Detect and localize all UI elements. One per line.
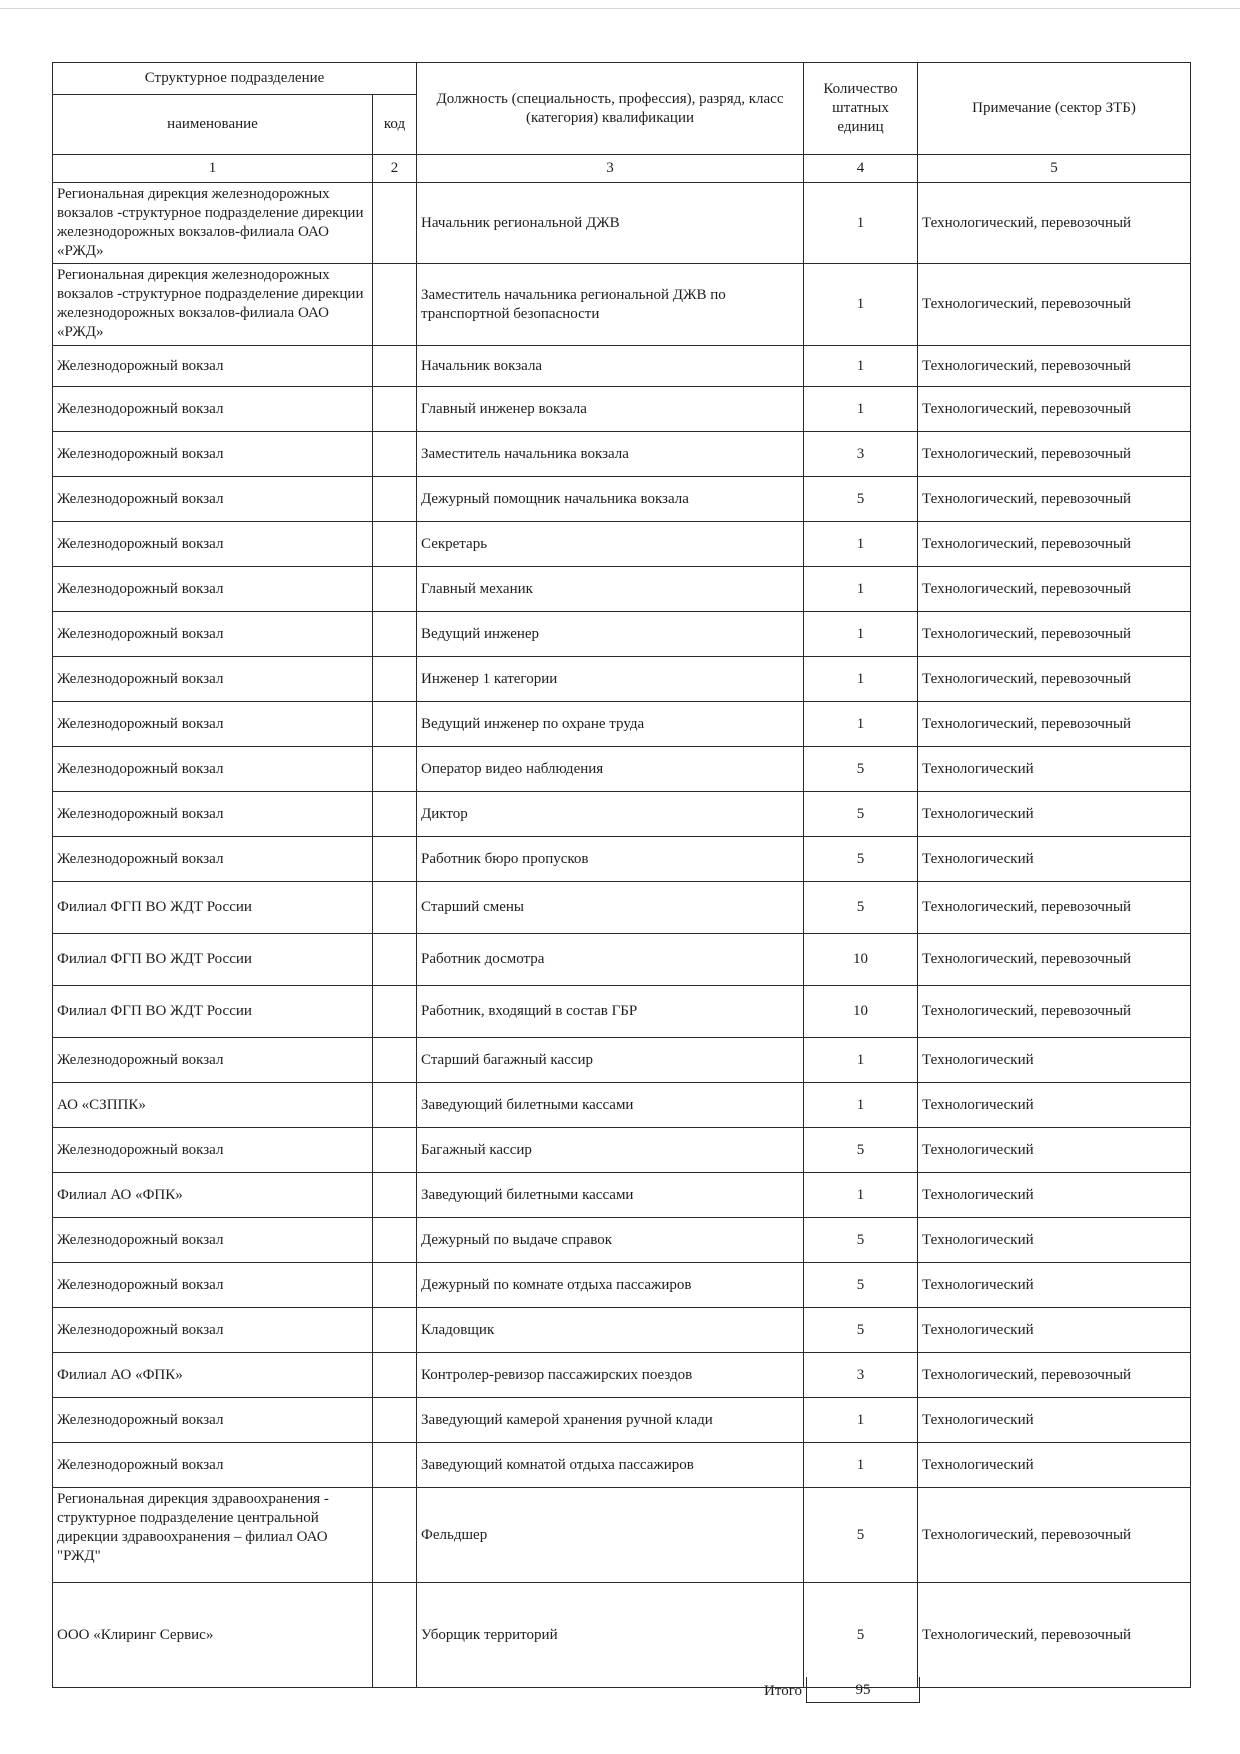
count-cell: 5 xyxy=(804,1488,918,1583)
note-cell: Технологический, перевозочный xyxy=(918,1583,1191,1688)
unit-cell: Филиал ФГП ВО ЖДТ России xyxy=(53,986,373,1038)
unit-cell: Железнодорожный вокзал xyxy=(53,612,373,657)
code-cell xyxy=(373,1083,417,1128)
count-cell: 5 xyxy=(804,1128,918,1173)
code-cell xyxy=(373,702,417,747)
staffing-table xyxy=(52,62,1191,1688)
table-row xyxy=(53,1443,1191,1488)
code-cell xyxy=(373,657,417,702)
count-cell: 1 xyxy=(804,346,918,387)
code-cell xyxy=(373,1443,417,1488)
code-cell xyxy=(373,567,417,612)
unit-cell: Железнодорожный вокзал xyxy=(53,657,373,702)
count-cell: 1 xyxy=(804,1083,918,1128)
position-cell: Контролер-ревизор пассажирских поездов xyxy=(417,1353,804,1398)
table-row xyxy=(53,657,1191,702)
col-num-4: 4 xyxy=(804,155,918,183)
table-row xyxy=(53,1083,1191,1128)
count-cell: 1 xyxy=(804,1173,918,1218)
table-row xyxy=(53,477,1191,522)
table-row xyxy=(53,1488,1191,1583)
code-cell xyxy=(373,1263,417,1308)
note-cell: Технологический, перевозочный xyxy=(918,1353,1191,1398)
position-cell: Дежурный по выдаче справок xyxy=(417,1218,804,1263)
note-cell: Технологический xyxy=(918,1218,1191,1263)
unit-cell: Железнодорожный вокзал xyxy=(53,747,373,792)
table-row xyxy=(53,264,1191,346)
count-cell: 5 xyxy=(804,477,918,522)
unit-cell: Железнодорожный вокзал xyxy=(53,1038,373,1083)
unit-cell: Железнодорожный вокзал xyxy=(53,387,373,432)
table-row xyxy=(53,183,1191,264)
note-cell: Технологический, перевозочный xyxy=(918,657,1191,702)
code-cell xyxy=(373,432,417,477)
unit-cell: Железнодорожный вокзал xyxy=(53,702,373,747)
count-cell: 5 xyxy=(804,1308,918,1353)
table-row xyxy=(53,1583,1191,1688)
position-cell: Заведующий билетными кассами xyxy=(417,1173,804,1218)
table-row xyxy=(53,567,1191,612)
table-row xyxy=(53,986,1191,1038)
count-cell: 5 xyxy=(804,1583,918,1688)
table-row xyxy=(53,522,1191,567)
position-cell: Начальник вокзала xyxy=(417,346,804,387)
position-cell: Дежурный по комнате отдыха пассажиров xyxy=(417,1263,804,1308)
code-cell xyxy=(373,346,417,387)
unit-cell: Железнодорожный вокзал xyxy=(53,346,373,387)
count-cell: 1 xyxy=(804,522,918,567)
position-cell: Багажный кассир xyxy=(417,1128,804,1173)
unit-cell: Региональная дирекция железнодорожных вокзалов -структурное подразделение дирекции железнодорожных вокзалов-филиала ОАО «РЖД» xyxy=(53,183,373,264)
position-cell: Заведующий комнатой отдыха пассажиров xyxy=(417,1443,804,1488)
code-cell xyxy=(373,1308,417,1353)
unit-cell: АО «СЗППК» xyxy=(53,1083,373,1128)
unit-cell: Региональная дирекция железнодорожных вокзалов -структурное подразделение дирекции железнодорожных вокзалов-филиала ОАО «РЖД» xyxy=(53,264,373,346)
unit-cell: Железнодорожный вокзал xyxy=(53,1443,373,1488)
unit-cell: Железнодорожный вокзал xyxy=(53,837,373,882)
unit-cell: Региональная дирекция здравоохранения - структурное подразделение центральной дирекции здравоохранения – филиал ОАО "РЖД" xyxy=(53,1488,373,1583)
header-position: Должность (специальность, профессия), разряд, класс (категория) квалификации xyxy=(417,63,804,155)
table-row xyxy=(53,747,1191,792)
note-cell: Технологический, перевозочный xyxy=(918,522,1191,567)
code-cell xyxy=(373,1488,417,1583)
note-cell: Технологический, перевозочный xyxy=(918,934,1191,986)
code-cell xyxy=(373,1398,417,1443)
table-row xyxy=(53,792,1191,837)
total-label: Итого xyxy=(764,1683,802,1699)
header-structural-unit: Структурное подразделение xyxy=(53,63,417,95)
count-cell: 5 xyxy=(804,747,918,792)
note-cell: Технологический xyxy=(918,1083,1191,1128)
position-cell: Оператор видео наблюдения xyxy=(417,747,804,792)
count-cell: 1 xyxy=(804,612,918,657)
code-cell xyxy=(373,1128,417,1173)
position-cell: Начальник региональной ДЖВ xyxy=(417,183,804,264)
note-cell: Технологический xyxy=(918,1308,1191,1353)
unit-cell: Филиал АО «ФПК» xyxy=(53,1173,373,1218)
position-cell: Старший багажный кассир xyxy=(417,1038,804,1083)
position-cell: Старший смены xyxy=(417,882,804,934)
count-cell: 1 xyxy=(804,264,918,346)
note-cell: Технологический, перевозочный xyxy=(918,702,1191,747)
position-cell: Диктор xyxy=(417,792,804,837)
count-cell: 10 xyxy=(804,986,918,1038)
code-cell xyxy=(373,1353,417,1398)
count-cell: 3 xyxy=(804,432,918,477)
code-cell xyxy=(373,1218,417,1263)
code-cell xyxy=(373,264,417,346)
table-row xyxy=(53,1263,1191,1308)
code-cell xyxy=(373,747,417,792)
total-block xyxy=(52,1677,1190,1703)
total-value: 95 xyxy=(806,1677,920,1703)
count-cell: 1 xyxy=(804,702,918,747)
note-cell: Технологический, перевозочный xyxy=(918,432,1191,477)
count-cell: 1 xyxy=(804,657,918,702)
note-cell: Технологический, перевозочный xyxy=(918,183,1191,264)
col-num-3: 3 xyxy=(417,155,804,183)
unit-cell: Филиал АО «ФПК» xyxy=(53,1353,373,1398)
count-cell: 5 xyxy=(804,1263,918,1308)
header-count: Количество штатных единиц xyxy=(804,63,918,155)
position-cell: Уборщик территорий xyxy=(417,1583,804,1688)
table-row xyxy=(53,1398,1191,1443)
header-code: код xyxy=(373,95,417,155)
position-cell: Работник бюро пропусков xyxy=(417,837,804,882)
count-cell: 5 xyxy=(804,792,918,837)
table-row xyxy=(53,387,1191,432)
code-cell xyxy=(373,1038,417,1083)
note-cell: Технологический xyxy=(918,837,1191,882)
table-row xyxy=(53,702,1191,747)
unit-cell: Железнодорожный вокзал xyxy=(53,1308,373,1353)
count-cell: 5 xyxy=(804,1218,918,1263)
code-cell xyxy=(373,612,417,657)
code-cell xyxy=(373,477,417,522)
header-name: наименование xyxy=(53,95,373,155)
unit-cell: Железнодорожный вокзал xyxy=(53,477,373,522)
code-cell xyxy=(373,986,417,1038)
note-cell: Технологический, перевозочный xyxy=(918,612,1191,657)
unit-cell: Железнодорожный вокзал xyxy=(53,522,373,567)
header-row-top xyxy=(53,63,1191,95)
note-cell: Технологический, перевозочный xyxy=(918,986,1191,1038)
table-row xyxy=(53,1173,1191,1218)
position-cell: Работник, входящий в состав ГБР xyxy=(417,986,804,1038)
note-cell: Технологический xyxy=(918,1128,1191,1173)
note-cell: Технологический, перевозочный xyxy=(918,477,1191,522)
count-cell: 1 xyxy=(804,1038,918,1083)
unit-cell: Железнодорожный вокзал xyxy=(53,1128,373,1173)
code-cell xyxy=(373,934,417,986)
header-note: Примечание (сектор ЗТБ) xyxy=(918,63,1191,155)
count-cell: 1 xyxy=(804,1443,918,1488)
unit-cell: Железнодорожный вокзал xyxy=(53,1398,373,1443)
table-row xyxy=(53,1218,1191,1263)
unit-cell: Железнодорожный вокзал xyxy=(53,1218,373,1263)
note-cell: Технологический, перевозочный xyxy=(918,346,1191,387)
table-row xyxy=(53,346,1191,387)
column-number-row xyxy=(53,155,1191,183)
table-row xyxy=(53,432,1191,477)
code-cell xyxy=(373,1583,417,1688)
unit-cell: ООО «Клиринг Сервис» xyxy=(53,1583,373,1688)
unit-cell: Филиал ФГП ВО ЖДТ России xyxy=(53,882,373,934)
code-cell xyxy=(373,1173,417,1218)
position-cell: Работник досмотра xyxy=(417,934,804,986)
note-cell: Технологический xyxy=(918,1443,1191,1488)
note-cell: Технологический, перевозочный xyxy=(918,1488,1191,1583)
unit-cell: Железнодорожный вокзал xyxy=(53,1263,373,1308)
note-cell: Технологический xyxy=(918,1263,1191,1308)
col-num-1: 1 xyxy=(53,155,373,183)
code-cell xyxy=(373,387,417,432)
note-cell: Технологический, перевозочный xyxy=(918,882,1191,934)
note-cell: Технологический, перевозочный xyxy=(918,387,1191,432)
code-cell xyxy=(373,882,417,934)
code-cell xyxy=(373,792,417,837)
unit-cell: Железнодорожный вокзал xyxy=(53,432,373,477)
note-cell: Технологический xyxy=(918,1398,1191,1443)
code-cell xyxy=(373,183,417,264)
col-num-2: 2 xyxy=(373,155,417,183)
position-cell: Кладовщик xyxy=(417,1308,804,1353)
code-cell xyxy=(373,837,417,882)
table-row xyxy=(53,1128,1191,1173)
note-cell: Технологический xyxy=(918,1038,1191,1083)
count-cell: 1 xyxy=(804,567,918,612)
table-row xyxy=(53,1038,1191,1083)
page-edge-line xyxy=(0,8,1240,9)
table-row xyxy=(53,837,1191,882)
count-cell: 5 xyxy=(804,882,918,934)
unit-cell: Железнодорожный вокзал xyxy=(53,792,373,837)
position-cell: Заведующий камерой хранения ручной клади xyxy=(417,1398,804,1443)
count-cell: 1 xyxy=(804,1398,918,1443)
col-num-5: 5 xyxy=(918,155,1191,183)
position-cell: Дежурный помощник начальника вокзала xyxy=(417,477,804,522)
table-row xyxy=(53,612,1191,657)
code-cell xyxy=(373,522,417,567)
note-cell: Технологический, перевозочный xyxy=(918,567,1191,612)
table-row xyxy=(53,1308,1191,1353)
note-cell: Технологический xyxy=(918,747,1191,792)
note-cell: Технологический xyxy=(918,1173,1191,1218)
table-row xyxy=(53,1353,1191,1398)
count-cell: 10 xyxy=(804,934,918,986)
position-cell: Ведущий инженер xyxy=(417,612,804,657)
position-cell: Заместитель начальника вокзала xyxy=(417,432,804,477)
position-cell: Главный механик xyxy=(417,567,804,612)
position-cell: Заведующий билетными кассами xyxy=(417,1083,804,1128)
table-row xyxy=(53,934,1191,986)
count-cell: 3 xyxy=(804,1353,918,1398)
position-cell: Главный инженер вокзала xyxy=(417,387,804,432)
position-cell: Секретарь xyxy=(417,522,804,567)
position-cell: Заместитель начальника региональной ДЖВ по транспортной безопасности xyxy=(417,264,804,346)
unit-cell: Железнодорожный вокзал xyxy=(53,567,373,612)
position-cell: Фельдшер xyxy=(417,1488,804,1583)
table-row xyxy=(53,882,1191,934)
count-cell: 5 xyxy=(804,837,918,882)
position-cell: Инженер 1 категории xyxy=(417,657,804,702)
note-cell: Технологический xyxy=(918,792,1191,837)
unit-cell: Филиал ФГП ВО ЖДТ России xyxy=(53,934,373,986)
note-cell: Технологический, перевозочный xyxy=(918,264,1191,346)
count-cell: 1 xyxy=(804,387,918,432)
position-cell: Ведущий инженер по охране труда xyxy=(417,702,804,747)
count-cell: 1 xyxy=(804,183,918,264)
